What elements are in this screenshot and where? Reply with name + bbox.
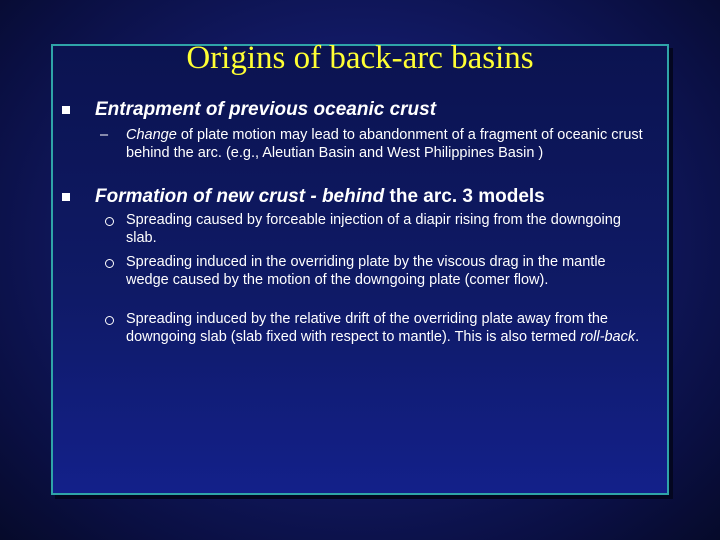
sub-text: of plate motion may lead to abandonment of a fragment of oceanic crust behind the arc. (e.g., Aleutian Basin and West Philippines Basin ) [126,127,643,161]
model-italic-term: roll-back [580,328,636,345]
circle-bullet-icon [105,316,114,325]
circle-bullet-icon [105,259,114,268]
bullet-text: the arc. 3 models [384,186,545,207]
slide-title: Origins of back-arc basins [186,40,534,76]
model-end: . [635,328,640,345]
square-bullet-icon [62,193,70,201]
bullet-text: Entrapment of previous oceanic crust [95,99,437,120]
model-text: Spreading induced by the relative drift of the overriding plate away from the downgoing slab (slab fixed with respect to mantle). This is also termed [126,311,608,345]
sub-lead: Change [126,127,177,143]
model-text: Spreading induced in the overriding plate by the viscous drag in the mantle wedge caused by the motion of the downgoing plate (comer flow). [126,254,606,288]
circle-bullet-icon [105,217,114,226]
bullet-lead: Formation of new crust - behind [95,186,385,207]
model-text: Spreading caused by forceable injection of a diapir rising from the downgoing slab. [126,212,621,246]
dash-bullet-icon: – [100,127,109,143]
square-bullet-icon [62,106,70,114]
